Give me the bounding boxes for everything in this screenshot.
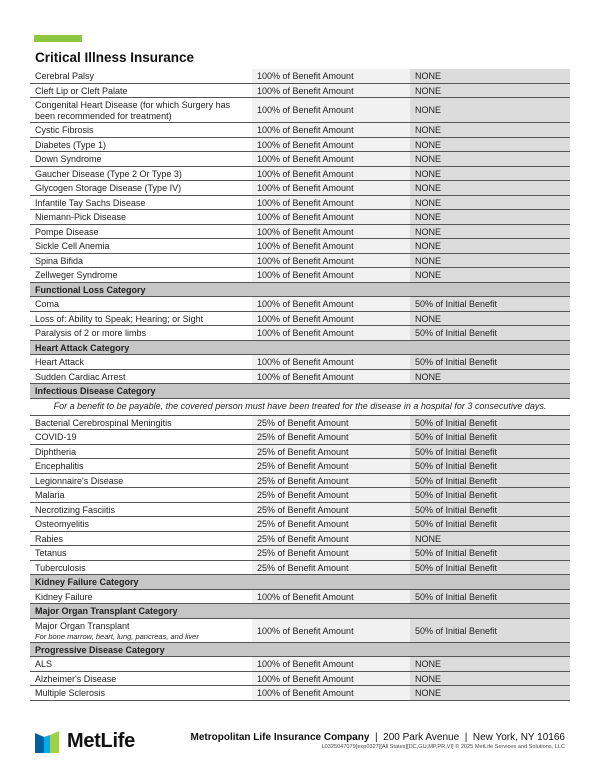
table-row bbox=[30, 210, 570, 225]
recurrence-benefit-cell: NONE bbox=[410, 657, 570, 671]
initial-benefit-cell: 100% of Benefit Amount bbox=[252, 181, 410, 195]
condition-cell bbox=[30, 312, 252, 326]
condition-name: Loss of: Ability to Speak; Hearing; or Sight bbox=[35, 313, 204, 324]
table-row bbox=[30, 517, 570, 532]
condition-cell bbox=[30, 69, 252, 83]
table-row bbox=[30, 370, 570, 385]
category-header: Major Organ Transplant Category bbox=[30, 604, 570, 619]
condition-cell bbox=[30, 254, 252, 268]
initial-benefit-cell: 100% of Benefit Amount bbox=[252, 355, 410, 369]
category-header: Functional Loss Category bbox=[30, 283, 570, 298]
table-row bbox=[30, 590, 570, 605]
initial-benefit-cell: 25% of Benefit Amount bbox=[252, 488, 410, 502]
condition-name: Glycogen Storage Disease (Type IV) bbox=[35, 183, 182, 193]
initial-benefit-cell: 100% of Benefit Amount bbox=[252, 225, 410, 239]
category-header: Progressive Disease Category bbox=[30, 643, 570, 658]
recurrence-benefit-cell: 50% of Initial Benefit bbox=[410, 326, 570, 340]
condition-cell bbox=[30, 98, 252, 122]
condition-cell bbox=[30, 123, 252, 137]
condition-cell bbox=[30, 181, 252, 195]
recurrence-benefit-cell: NONE bbox=[410, 98, 570, 122]
separator: | bbox=[464, 732, 468, 743]
recurrence-benefit-cell: 50% of Initial Benefit bbox=[410, 561, 570, 575]
recurrence-benefit-cell: NONE bbox=[410, 123, 570, 137]
condition-name: Kidney Failure bbox=[35, 591, 93, 602]
condition-cell bbox=[30, 517, 252, 531]
table-row bbox=[30, 416, 570, 431]
table-row bbox=[30, 312, 570, 327]
table-row bbox=[30, 657, 570, 672]
initial-benefit-cell: 25% of Benefit Amount bbox=[252, 430, 410, 444]
recurrence-benefit-cell: 50% of Initial Benefit bbox=[410, 416, 570, 430]
accent-bar bbox=[34, 35, 82, 42]
recurrence-benefit-cell: NONE bbox=[410, 672, 570, 686]
condition-name: COVID-19 bbox=[35, 432, 77, 443]
condition-name: Diabetes (Type 1) bbox=[35, 139, 107, 150]
street-address: 200 Park Avenue bbox=[383, 732, 460, 743]
recurrence-benefit-cell: 50% of Initial Benefit bbox=[410, 546, 570, 560]
recurrence-benefit-cell: 50% of Initial Benefit bbox=[410, 474, 570, 488]
table-row bbox=[30, 430, 570, 445]
initial-benefit-cell: 100% of Benefit Amount bbox=[252, 123, 410, 137]
recurrence-benefit-cell: NONE bbox=[410, 167, 570, 181]
recurrence-benefit-cell: 50% of Initial Benefit bbox=[410, 590, 570, 604]
recurrence-benefit-cell: NONE bbox=[410, 686, 570, 700]
condition-name: Tuberculosis bbox=[35, 562, 86, 573]
category-header: Heart Attack Category bbox=[30, 341, 570, 356]
condition-name: Infantile Tay Sachs Disease bbox=[35, 197, 146, 208]
condition-cell bbox=[30, 474, 252, 488]
condition-name: Bacterial Cerebrospinal Meningitis bbox=[35, 417, 172, 428]
condition-cell bbox=[30, 370, 252, 384]
initial-benefit-cell: 100% of Benefit Amount bbox=[252, 84, 410, 98]
condition-name: Down Syndrome bbox=[35, 154, 102, 164]
page-title: Critical Illness Insurance bbox=[35, 50, 195, 65]
initial-benefit-cell: 100% of Benefit Amount bbox=[252, 672, 410, 686]
condition-name: Coma bbox=[35, 299, 60, 309]
category-header: Kidney Failure Category bbox=[30, 575, 570, 590]
condition-cell bbox=[30, 297, 252, 311]
recurrence-benefit-cell: NONE bbox=[410, 196, 570, 210]
table-row bbox=[30, 546, 570, 561]
condition-cell bbox=[30, 239, 252, 253]
condition-name: ALS bbox=[35, 659, 53, 670]
recurrence-benefit-cell: NONE bbox=[410, 84, 570, 98]
recurrence-benefit-cell: NONE bbox=[410, 69, 570, 83]
table-row bbox=[30, 123, 570, 138]
condition-name: Sickle Cell Anemia bbox=[35, 241, 110, 251]
initial-benefit-cell: 100% of Benefit Amount bbox=[252, 326, 410, 340]
condition-cell bbox=[30, 503, 252, 517]
initial-benefit-cell: 100% of Benefit Amount bbox=[252, 98, 410, 122]
condition-name: Necrotizing Fasciitis bbox=[35, 504, 116, 515]
company-name: Metropolitan Life Insurance Company bbox=[190, 732, 370, 743]
table-row bbox=[30, 98, 570, 123]
condition-name: Alzheimer's Disease bbox=[35, 673, 117, 684]
recurrence-benefit-cell: 50% of Initial Benefit bbox=[410, 355, 570, 369]
city-state-zip: New York, NY 10166 bbox=[472, 732, 565, 743]
condition-name: Heart Attack bbox=[35, 357, 85, 367]
table-row bbox=[30, 474, 570, 489]
table-row bbox=[30, 672, 570, 687]
condition-cell bbox=[30, 416, 252, 430]
initial-benefit-cell: 25% of Benefit Amount bbox=[252, 532, 410, 546]
initial-benefit-cell: 100% of Benefit Amount bbox=[252, 167, 410, 181]
condition-cell bbox=[30, 196, 252, 210]
condition-name: Multiple Sclerosis bbox=[35, 688, 106, 699]
table-row bbox=[30, 326, 570, 341]
table-row bbox=[30, 254, 570, 269]
initial-benefit-cell: 100% of Benefit Amount bbox=[252, 69, 410, 83]
recurrence-benefit-cell: NONE bbox=[410, 138, 570, 152]
category-header: Infectious Disease Category bbox=[30, 384, 570, 399]
recurrence-benefit-cell: 50% of Initial Benefit bbox=[410, 459, 570, 473]
condition-cell bbox=[30, 445, 252, 459]
initial-benefit-cell: 25% of Benefit Amount bbox=[252, 459, 410, 473]
table-row bbox=[30, 503, 570, 518]
table-row bbox=[30, 445, 570, 460]
initial-benefit-cell: 25% of Benefit Amount bbox=[252, 517, 410, 531]
condition-cell bbox=[30, 268, 252, 282]
recurrence-benefit-cell: NONE bbox=[410, 532, 570, 546]
condition-name: Rabies bbox=[35, 533, 64, 544]
condition-name: Pompe Disease bbox=[35, 226, 99, 237]
recurrence-benefit-cell: NONE bbox=[410, 225, 570, 239]
condition-cell bbox=[30, 657, 252, 671]
recurrence-benefit-cell: NONE bbox=[410, 181, 570, 195]
condition-cell bbox=[30, 532, 252, 546]
condition-name: Cystic Fibrosis bbox=[35, 125, 94, 135]
initial-benefit-cell: 100% of Benefit Amount bbox=[252, 590, 410, 604]
condition-cell bbox=[30, 326, 252, 340]
recurrence-benefit-cell: NONE bbox=[410, 239, 570, 253]
condition-name: Tetanus bbox=[35, 548, 67, 559]
table-row bbox=[30, 561, 570, 576]
condition-cell bbox=[30, 84, 252, 98]
table-row bbox=[30, 239, 570, 254]
metlife-logo bbox=[35, 730, 135, 753]
initial-benefit-cell: 100% of Benefit Amount bbox=[252, 657, 410, 671]
initial-benefit-cell: 25% of Benefit Amount bbox=[252, 546, 410, 560]
table-row bbox=[30, 459, 570, 474]
condition-name: Sudden Cardiac Arrest bbox=[35, 371, 126, 382]
condition-name: Congenital Heart Disease (for which Surgery has been recommended for treatment) bbox=[35, 100, 231, 121]
table-row bbox=[30, 181, 570, 196]
table-row bbox=[30, 297, 570, 312]
table-row bbox=[30, 196, 570, 211]
condition-note: For bone marrow, heart, lung, pancreas, and liver bbox=[35, 631, 199, 641]
condition-cell bbox=[30, 488, 252, 502]
table-row bbox=[30, 69, 570, 84]
condition-cell bbox=[30, 672, 252, 686]
recurrence-benefit-cell: 50% of Initial Benefit bbox=[410, 503, 570, 517]
initial-benefit-cell: 25% of Benefit Amount bbox=[252, 445, 410, 459]
condition-cell bbox=[30, 355, 252, 369]
recurrence-benefit-cell: 50% of Initial Benefit bbox=[410, 517, 570, 531]
condition-cell bbox=[30, 152, 252, 166]
fine-print: L0325047079[exp0327][All States][DC,GU,MP,PR,VI] © 2025 MetLife Services and Solutions, LLC bbox=[321, 744, 565, 750]
initial-benefit-cell: 100% of Benefit Amount bbox=[252, 254, 410, 268]
condition-name: Niemann-Pick Disease bbox=[35, 212, 127, 222]
condition-name: Legionnaire's Disease bbox=[35, 475, 124, 486]
initial-benefit-cell: 100% of Benefit Amount bbox=[252, 152, 410, 166]
table-row bbox=[30, 355, 570, 370]
initial-benefit-cell: 100% of Benefit Amount bbox=[252, 297, 410, 311]
condition-cell bbox=[30, 590, 252, 604]
condition-name: Encephalitis bbox=[35, 461, 84, 472]
condition-cell bbox=[30, 225, 252, 239]
condition-name: Paralysis of 2 or more limbs bbox=[35, 328, 147, 338]
initial-benefit-cell: 100% of Benefit Amount bbox=[252, 239, 410, 253]
table-row bbox=[30, 225, 570, 240]
recurrence-benefit-cell: 50% of Initial Benefit bbox=[410, 430, 570, 444]
recurrence-benefit-cell: 50% of Initial Benefit bbox=[410, 445, 570, 459]
condition-name: Diphtheria bbox=[35, 446, 77, 457]
initial-benefit-cell: 100% of Benefit Amount bbox=[252, 312, 410, 326]
benefit-table bbox=[30, 69, 570, 701]
condition-cell bbox=[30, 619, 252, 642]
metlife-logo-icon bbox=[35, 731, 59, 753]
initial-benefit-cell: 25% of Benefit Amount bbox=[252, 474, 410, 488]
separator: | bbox=[374, 732, 378, 743]
recurrence-benefit-cell: NONE bbox=[410, 210, 570, 224]
condition-name: Gaucher Disease (Type 2 Or Type 3) bbox=[35, 168, 182, 179]
initial-benefit-cell: 100% of Benefit Amount bbox=[252, 138, 410, 152]
condition-name: Malaria bbox=[35, 490, 65, 501]
category-note: For a benefit to be payable, the covered person must have been treated for the disease in a hospital for 3 consecutive days. bbox=[30, 399, 570, 416]
table-row bbox=[30, 619, 570, 643]
condition-cell bbox=[30, 459, 252, 473]
condition-cell bbox=[30, 561, 252, 575]
condition-cell bbox=[30, 430, 252, 444]
condition-name: Major Organ Transplant bbox=[35, 621, 130, 632]
table-row bbox=[30, 488, 570, 503]
footer-address bbox=[191, 732, 566, 750]
initial-benefit-cell: 25% of Benefit Amount bbox=[252, 416, 410, 430]
logo-text: MetLife bbox=[67, 730, 135, 752]
condition-cell bbox=[30, 686, 252, 700]
initial-benefit-cell: 100% of Benefit Amount bbox=[252, 210, 410, 224]
initial-benefit-cell: 100% of Benefit Amount bbox=[252, 686, 410, 700]
recurrence-benefit-cell: 50% of Initial Benefit bbox=[410, 297, 570, 311]
initial-benefit-cell: 100% of Benefit Amount bbox=[252, 268, 410, 282]
initial-benefit-cell: 100% of Benefit Amount bbox=[252, 196, 410, 210]
table-row bbox=[30, 84, 570, 99]
initial-benefit-cell: 100% of Benefit Amount bbox=[252, 370, 410, 384]
condition-name: Spina Bifida bbox=[35, 255, 84, 266]
condition-cell bbox=[30, 138, 252, 152]
condition-name: Cerebral Palsy bbox=[35, 71, 95, 81]
initial-benefit-cell: 25% of Benefit Amount bbox=[252, 561, 410, 575]
recurrence-benefit-cell: NONE bbox=[410, 254, 570, 268]
table-row bbox=[30, 152, 570, 167]
condition-name: Osteomyelitis bbox=[35, 519, 90, 530]
table-row bbox=[30, 138, 570, 153]
condition-cell bbox=[30, 167, 252, 181]
initial-benefit-cell: 100% of Benefit Amount bbox=[252, 619, 410, 642]
table-row bbox=[30, 686, 570, 701]
recurrence-benefit-cell: 50% of Initial Benefit bbox=[410, 488, 570, 502]
recurrence-benefit-cell: NONE bbox=[410, 370, 570, 384]
table-row bbox=[30, 167, 570, 182]
recurrence-benefit-cell: NONE bbox=[410, 312, 570, 326]
recurrence-benefit-cell: NONE bbox=[410, 152, 570, 166]
recurrence-benefit-cell: NONE bbox=[410, 268, 570, 282]
table-row bbox=[30, 268, 570, 283]
recurrence-benefit-cell: 50% of Initial Benefit bbox=[410, 619, 570, 642]
table-row bbox=[30, 532, 570, 547]
condition-name: Cleft Lip or Cleft Palate bbox=[35, 85, 128, 96]
condition-name: Zellweger Syndrome bbox=[35, 270, 118, 280]
condition-cell bbox=[30, 210, 252, 224]
initial-benefit-cell: 25% of Benefit Amount bbox=[252, 503, 410, 517]
condition-cell bbox=[30, 546, 252, 560]
